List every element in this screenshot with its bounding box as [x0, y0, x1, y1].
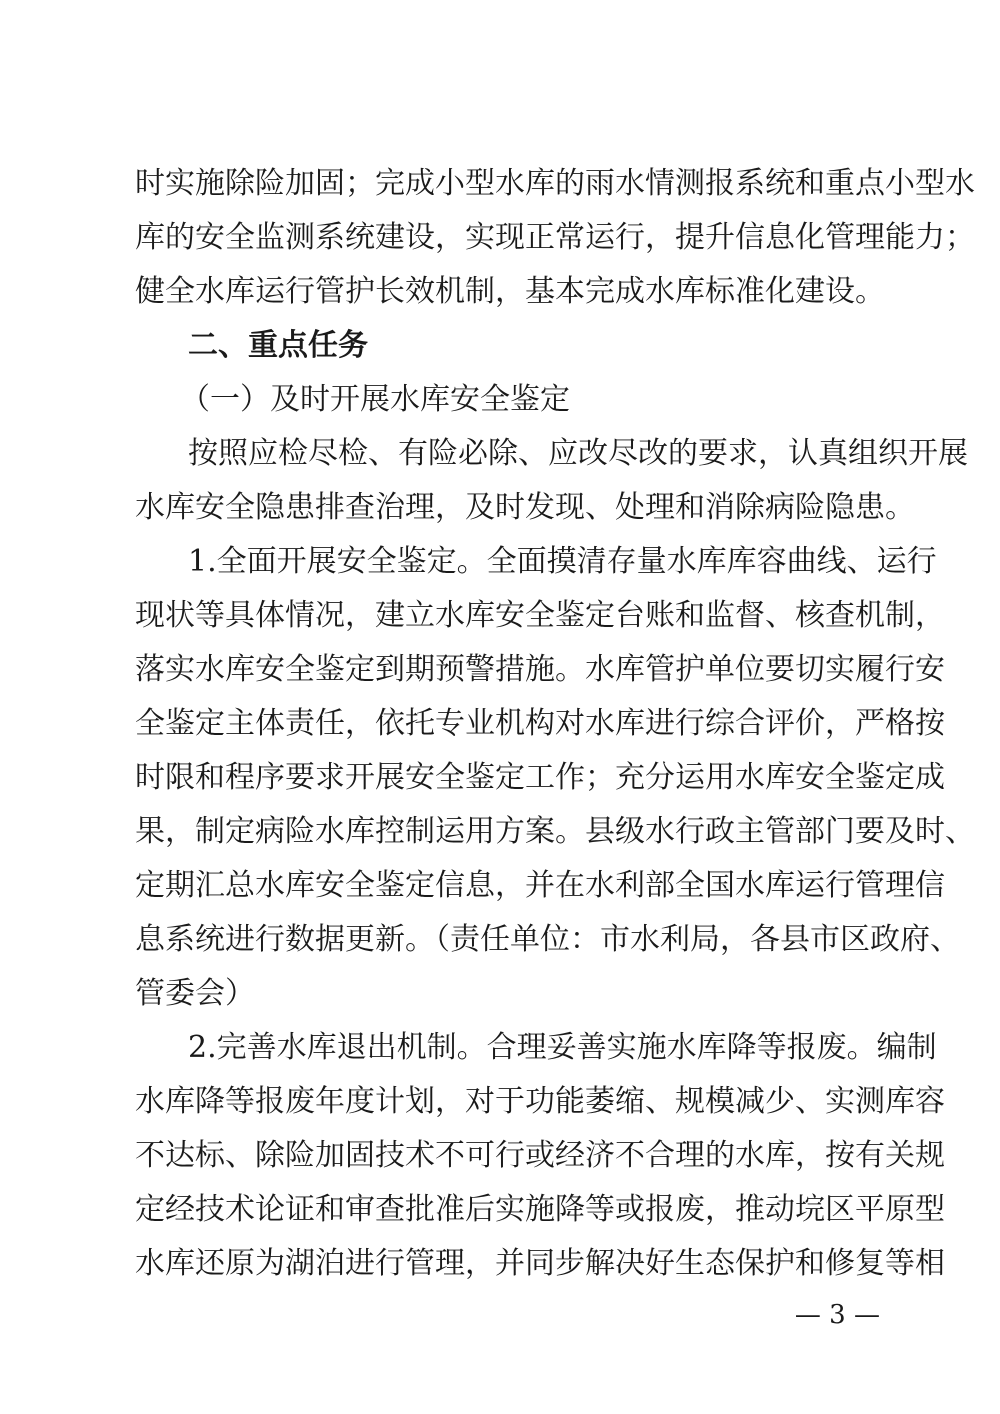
body-text-line: 健全水库运行管护长效机制，基本完成水库标准化建设。 — [135, 274, 885, 309]
body-text-line: 定期汇总水库安全鉴定信息，并在水利部全国水库运行管理信 — [135, 868, 945, 903]
body-text-line: 库的安全监测系统建设，实现正常运行，提升信息化管理能力； — [135, 220, 975, 255]
page-number: — 3 — — [794, 1300, 880, 1330]
body-text-line: 定经技术论证和审查批准后实施降等或报废，推动垸区平原型 — [135, 1192, 945, 1227]
section-heading: 二、重点任务 — [188, 328, 368, 363]
body-text-line: 管委会） — [135, 976, 255, 1011]
subsection-heading: （一）及时开展水库安全鉴定 — [180, 382, 570, 417]
body-text-line: 水库还原为湖泊进行管理，并同步解决好生态保护和修复等相 — [135, 1246, 945, 1281]
body-text-line: 现状等具体情况，建立水库安全鉴定台账和监督、核查机制， — [135, 598, 945, 633]
body-text-line: 1.全面开展安全鉴定。全面摸清存量水库库容曲线、运行 — [188, 544, 937, 579]
body-text-line: 落实水库安全鉴定到期预警措施。水库管护单位要切实履行安 — [135, 652, 945, 687]
body-text-line: 不达标、除险加固技术不可行或经济不合理的水库，按有关规 — [135, 1138, 945, 1173]
body-text-line: 时限和程序要求开展安全鉴定工作；充分运用水库安全鉴定成 — [135, 760, 945, 795]
body-text-line: 果，制定病险水库控制运用方案。县级水行政主管部门要及时、 — [135, 814, 975, 849]
body-text-line: 水库安全隐患排查治理，及时发现、处理和消除病险隐患。 — [135, 490, 915, 525]
body-text-line: 全鉴定主体责任，依托专业机构对水库进行综合评价，严格按 — [135, 706, 945, 741]
body-text-line: 水库降等报废年度计划，对于功能萎缩、规模减少、实测库容 — [135, 1084, 945, 1119]
body-text-line: 时实施除险加固；完成小型水库的雨水情测报系统和重点小型水 — [135, 166, 975, 201]
body-text-line: 2.完善水库退出机制。合理妥善实施水库降等报废。编制 — [188, 1030, 937, 1065]
body-text-line: 按照应检尽检、有险必除、应改尽改的要求，认真组织开展 — [188, 436, 968, 471]
body-text-line: 息系统进行数据更新。（责任单位：市水利局，各县市区政府、 — [135, 922, 960, 957]
